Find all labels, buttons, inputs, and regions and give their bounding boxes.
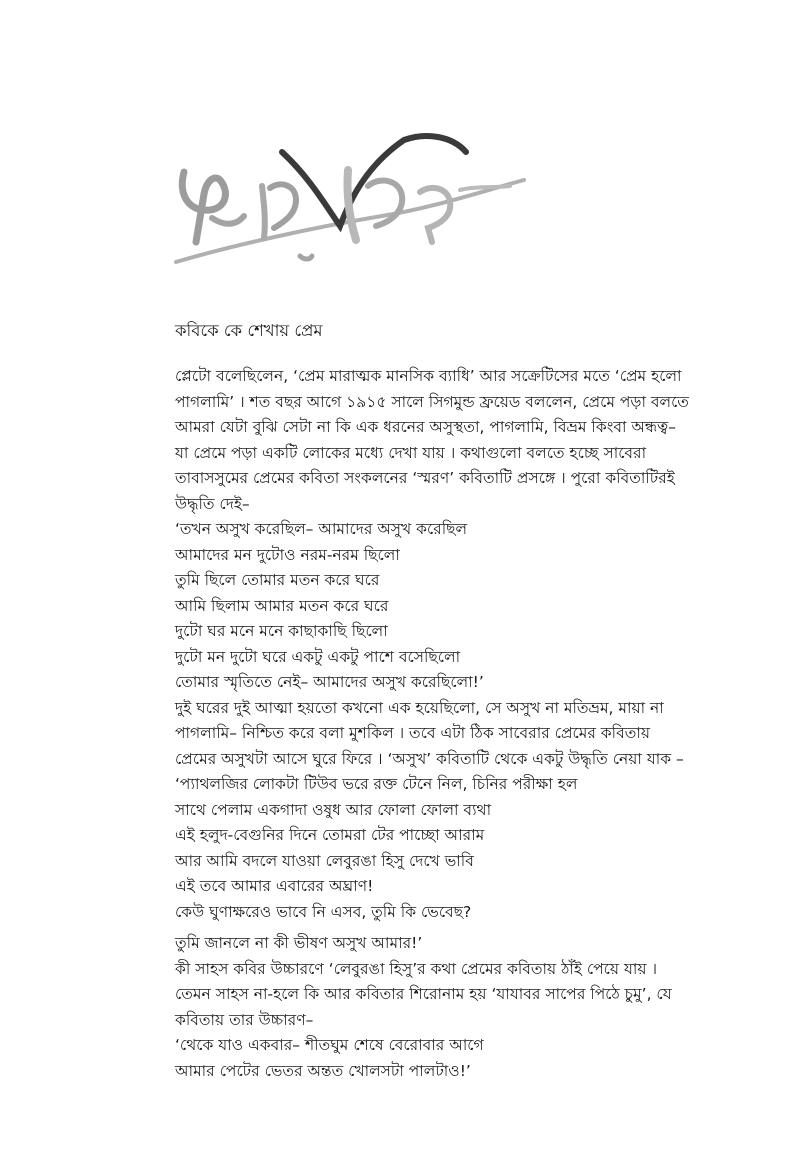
poem-line: এই তবে আমার এবারের অঘ্রাণ! [175,877,374,895]
text-line: প্লেটো বলেছিলেন, ‘প্রেম মারাত্মক মানসিক ব্যাধি’ আর সক্রেটিসের মতে ‘প্রেম হলো [175,367,682,385]
calligraphy-art [170,130,530,280]
poem-line: ‘প্যাথলজির লোকটা টিউব ভরে রক্ত টেনে নিল, চিনির পরীক্ষা হল [175,775,578,793]
text-line: প্রেমের অসুখটা আসে ঘুরে ফিরে । ‘অসুখ’ কবিতাটি থেকে একটু উদ্ধৃতি নেয়া যাক – [175,749,684,768]
poem-line: তুমি জানলে না কী ভীষণ অসুখ আমার!’ [175,934,423,952]
poem-line: ‘থেকে যাও একবার– শীতঘুম শেষে বেরোবার আগে [175,1036,484,1054]
poem-line: দুটো মন দুটো ঘরে একটু একটু পাশে বসেছিলো [175,647,461,666]
text-line: তেমন সাহস না-হলে কি আর কবিতার শিরোনাম হয় ‘যাযাবর সাপের পিঠে চুমু’, যে [175,985,672,1003]
text-line: দুই ঘরের দুই আত্মা হয়তো কখনো এক হয়েছিলো, সে অসুখ না মতিভ্রম, মায়া না [175,698,664,717]
poem-line: আর আমি বদলে যাওয়া লেবুরঙা হিসু দেখে ভাবি [175,851,474,870]
text-line: উদ্ধৃতি দেই– [175,494,250,513]
calligraphic-logo [170,130,530,280]
essay-body [175,364,735,1084]
essay-title: কবিকে কে শেখায় প্রেম [175,321,323,340]
poem-line: তোমার স্মৃতিতে নেই– আমাদের অসুখ করেছিলো!’ [175,673,484,691]
text-line: পাগলামি– নিশ্চিত করে বলা মুশকিল । তবে এটা ঠিক সাবেরার প্রেমের কবিতায় [175,724,650,742]
text-line: কবিতায় তার উচ্চারণ– [175,1010,314,1029]
text-line: পাগলামি’ । শত বছর আগে ১৯১৫ সালে সিগমুন্ড ফ্রয়েড বললেন, প্রেমে পড়া বলতে [175,392,689,411]
text-line: যা প্রেমে পড়া একটি লোকের মধ্যে দেখা যায় । কথাগুলো বলতে হচ্ছে সাবেরা [175,443,647,462]
text-line: তাবাসসুমের প্রেমের কবিতা সংকলনের ‘স্মরণ’ কবিতাটি প্রসঙ্গে । পুরো কবিতাটিরই [175,469,675,487]
poem-line: সাথে পেলাম একগাদা ওষুধ আর ফোলা ফোলা ব্যথা [175,800,492,819]
poem-line: আমার পেটের ভেতর অন্তত খোলসটা পালটাও!’ [175,1061,471,1080]
poem-line: কেউ ঘুণাক্ষরেও ভাবে নি এসব, তুমি কি ভেবেছ? [175,902,472,921]
poem-line: তুমি ছিলে তোমার মতন করে ঘরে [175,571,380,589]
poem-line: ‘তখন অসুখ করেছিল– আমাদের অসুখ করেছিল [175,520,468,538]
text-line: আমরা যেটা বুঝি সেটা না কি এক ধরনের অসুস্থতা, পাগলামি, বিভ্রম কিংবা অন্ধত্ব– [175,418,676,436]
poem-line: আমি ছিলাম আমার মতন করে ঘরে [175,596,389,615]
poem-line: দুটো ঘর মনে মনে কাছাকাছি ছিলো [175,622,388,640]
poem-line: আমাদের মন দুটোও নরম-নরম ছিলো [175,545,400,564]
poem-line: এই হলুদ-বেগুনির দিনে তোমরা টের পাচ্ছো আরাম [175,826,485,844]
text-line: কী সাহস কবির উচ্চারণে ‘লেবুরঙা হিসু’র কথা প্রেমের কবিতায় ঠাঁই পেয়ে যায় । [175,959,657,978]
